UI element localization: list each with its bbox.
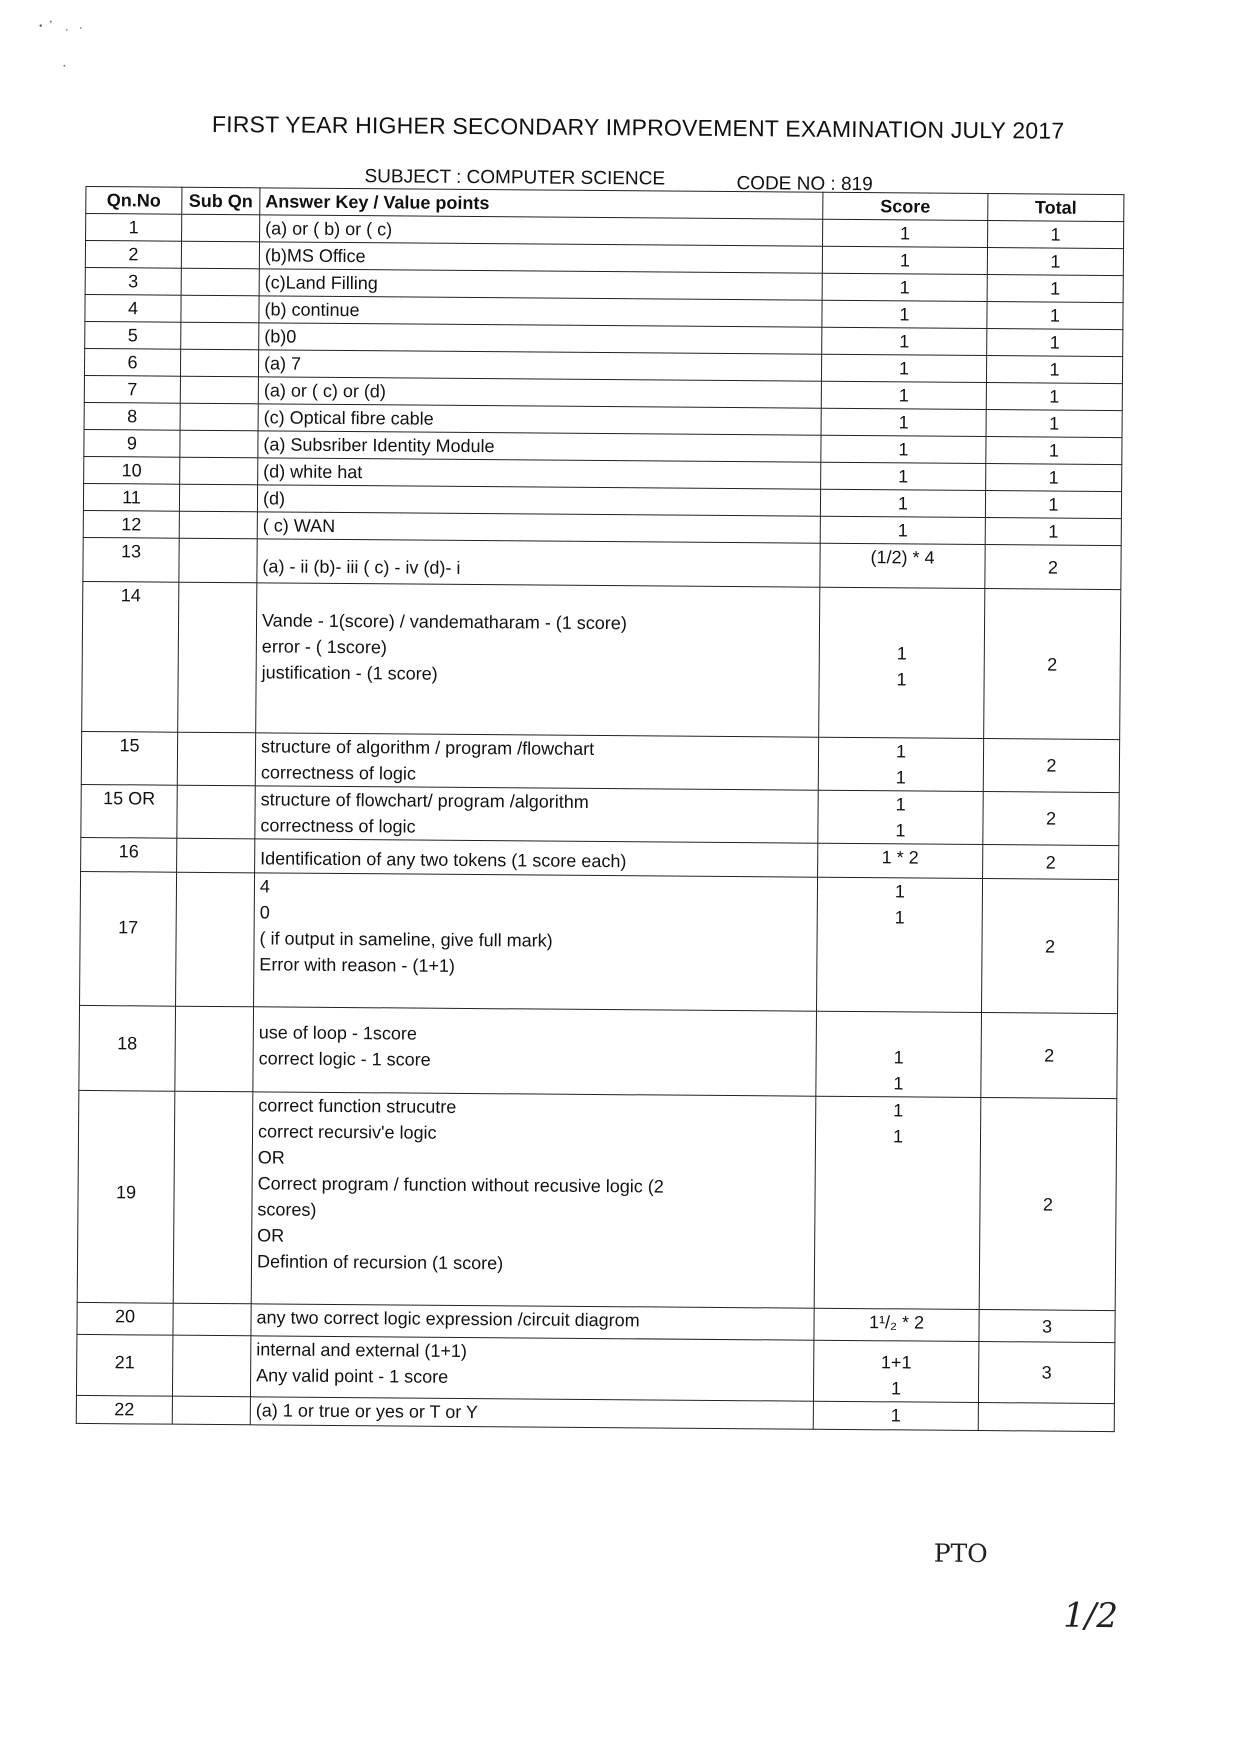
sub-question <box>181 268 259 296</box>
pto-note: PTO <box>933 1538 988 1569</box>
sub-question <box>180 457 258 485</box>
answer-line: Defintion of recursion (1 score) <box>256 1251 504 1274</box>
question-number: 17 <box>80 871 177 1006</box>
answer-line: (a) or ( c) or (d) <box>263 380 386 402</box>
sub-question <box>175 1006 254 1092</box>
score-value: 1 <box>898 385 909 406</box>
total-cell: 1 <box>986 437 1122 465</box>
answer-line: 4 <box>259 876 271 897</box>
table-row <box>81 784 1119 845</box>
score-value: 1 <box>895 741 907 762</box>
total-cell: 1 <box>987 248 1123 276</box>
answer-line: (b) continue <box>264 299 360 321</box>
answer-line: correctness of logic <box>260 762 417 784</box>
col-answer-header: Answer Key / Value points <box>260 188 823 219</box>
total-cell: 2 <box>983 845 1119 880</box>
question-number: 21 <box>76 1334 172 1396</box>
total-cell: 1 <box>986 356 1122 384</box>
scan-specks <box>36 16 116 77</box>
question-number: 15 OR <box>81 784 177 838</box>
score-cell <box>813 1340 978 1402</box>
score-cell <box>817 877 983 1012</box>
score-cell <box>821 462 986 490</box>
sub-question <box>180 349 258 377</box>
score-cell <box>814 1096 981 1309</box>
score-value: 1 <box>898 466 909 487</box>
sub-question <box>177 785 255 839</box>
answer-line: (a) - ii (b)- iii ( c) - iv (d)- i <box>262 556 461 578</box>
sub-question <box>177 732 255 786</box>
sub-question <box>179 511 257 539</box>
score-cell <box>814 1308 979 1341</box>
answer-line: (a) 7 <box>263 353 302 374</box>
score-cell <box>820 516 985 544</box>
total-cell: 2 <box>979 1098 1117 1311</box>
sub-question <box>173 1091 253 1304</box>
score-value: 1 <box>899 304 910 325</box>
answer-cell <box>258 404 821 435</box>
score-value: 1 <box>897 493 909 514</box>
sub-question <box>180 403 258 431</box>
answer-line: Vande - 1(score) / vandematharam - (1 score) <box>261 610 627 634</box>
score-cell <box>821 435 986 463</box>
score-value: 1+1 <box>880 1352 912 1373</box>
total-cell <box>978 1403 1114 1432</box>
score-cell <box>823 219 988 247</box>
total-cell: 1 <box>987 275 1123 303</box>
question-number: 12 <box>83 510 179 538</box>
answer-cell <box>255 733 818 790</box>
sub-question <box>179 484 257 512</box>
answer-line: (c)Land Filling <box>264 272 378 294</box>
answer-cell <box>259 242 822 273</box>
answer-line: justification - (1 score) <box>261 662 438 684</box>
question-number: 5 <box>85 321 181 349</box>
score-cell <box>820 489 985 517</box>
answer-cell <box>257 539 820 587</box>
sub-question <box>181 241 259 269</box>
score-value: 1 <box>895 767 906 788</box>
table-body <box>76 213 1123 1431</box>
question-number: 2 <box>85 240 181 268</box>
total-cell: 2 <box>983 739 1119 793</box>
score-value: 1 <box>898 412 909 433</box>
question-number: 15 <box>81 731 177 785</box>
score-cell <box>821 354 986 382</box>
answer-cell <box>253 1007 817 1096</box>
score-value: 1 <box>893 1073 904 1094</box>
total-cell: 1 <box>988 221 1124 249</box>
question-number: 11 <box>83 483 179 511</box>
total-cell: 1 <box>986 464 1122 492</box>
sub-question <box>178 582 257 733</box>
answer-line: error - ( 1score) <box>261 636 387 658</box>
answer-line: Any valid point - 1 score <box>256 1365 449 1387</box>
answer-cell <box>258 458 821 489</box>
answer-cell <box>251 1304 814 1340</box>
exam-title: FIRST YEAR HIGHER SECONDARY IMPROVEMENT EXAMINATION JULY 2017 <box>211 110 1065 144</box>
sub-question <box>172 1396 250 1425</box>
subject-label: SUBJECT : COMPUTER SCIENCE <box>364 166 666 190</box>
score-cell <box>821 381 986 409</box>
score-value: 1 <box>900 223 911 244</box>
answer-line: correctness of logic <box>260 815 416 837</box>
answer-line: ( if output in sameline, give full mark) <box>259 928 553 951</box>
score-cell <box>822 246 987 274</box>
answer-cell <box>259 296 822 327</box>
answer-cell <box>250 1336 813 1401</box>
score-value: 1 <box>890 1378 902 1399</box>
sub-question <box>179 538 257 583</box>
answer-cell <box>255 839 818 877</box>
answer-cell <box>258 431 821 462</box>
sub-question <box>177 838 255 873</box>
col-qn-header: Qn.No <box>86 186 182 214</box>
sub-question <box>181 295 259 323</box>
code-number: CODE NO : 819 <box>736 173 873 196</box>
sub-question <box>176 872 255 1007</box>
score-value: 1 <box>897 520 908 541</box>
sub-question <box>181 322 259 350</box>
sub-question <box>173 1303 251 1336</box>
answer-line: (c) Optical fibre cable <box>263 407 434 429</box>
question-number: 22 <box>76 1395 172 1424</box>
answer-line: (a) Subsriber Identity Module <box>263 434 495 457</box>
score-cell <box>818 790 983 844</box>
score-cell <box>822 273 987 301</box>
score-cell <box>819 587 985 738</box>
score-cell <box>822 300 987 328</box>
col-total-header: Total <box>988 194 1124 222</box>
total-cell: 1 <box>987 329 1123 357</box>
table-row <box>82 581 1121 739</box>
total-cell: 1 <box>985 518 1121 546</box>
question-number: 1 <box>86 213 182 241</box>
answer-line: (a) 1 or true or yes or T or Y <box>255 1400 479 1423</box>
total-cell: 2 <box>981 1013 1118 1099</box>
answer-line: scores) <box>257 1199 317 1220</box>
question-number: 8 <box>84 402 180 430</box>
sub-question <box>182 214 260 242</box>
answer-line: Correct program / function without recusive logic (2 <box>257 1173 664 1197</box>
question-number: 7 <box>84 375 180 403</box>
score-cell <box>818 737 983 791</box>
answer-line: structure of algorithm / program /flowchart <box>260 736 595 759</box>
score-value: 1 <box>895 820 906 841</box>
answer-line: ( c) WAN <box>262 515 336 536</box>
total-cell: 1 <box>986 410 1122 438</box>
score-value: 1 * 2 <box>881 847 919 868</box>
answer-line: any two correct logic expression /circuit diagrom <box>256 1307 640 1331</box>
total-cell: 2 <box>982 879 1119 1014</box>
table-row <box>80 871 1119 1013</box>
answer-cell <box>255 786 818 843</box>
score-cell <box>818 843 983 878</box>
col-sub-header: Sub Qn <box>182 187 260 215</box>
score-cell <box>820 543 985 588</box>
answer-key-table <box>76 186 1125 1432</box>
score-value: 1 <box>896 643 907 664</box>
score-cell <box>821 408 986 436</box>
answer-line: correct recursiv'e logic <box>257 1121 437 1143</box>
col-score-header: Score <box>823 192 988 220</box>
answer-line: (b)MS Office <box>264 245 366 267</box>
answer-line: (a) or ( b) or ( c) <box>265 218 393 240</box>
total-cell: 2 <box>983 792 1119 846</box>
answer-cell <box>260 215 823 246</box>
table-row <box>79 1005 1118 1098</box>
total-cell: 2 <box>984 589 1121 740</box>
answer-cell <box>251 1092 816 1308</box>
answer-line: internal and external (1+1) <box>256 1339 468 1361</box>
question-number: 14 <box>82 581 179 732</box>
answer-line: correct logic - 1 score <box>258 1048 431 1070</box>
question-number: 19 <box>77 1090 175 1303</box>
score-value: 1 <box>892 1126 904 1147</box>
score-value: 1 <box>898 439 909 460</box>
page-number: 1/2 <box>1063 1595 1119 1637</box>
question-number: 4 <box>85 294 181 322</box>
answer-cell <box>254 873 818 1011</box>
total-cell: 2 <box>985 545 1121 590</box>
answer-cell <box>250 1397 813 1429</box>
total-cell: 3 <box>978 1342 1114 1404</box>
score-value: 1 <box>899 277 910 298</box>
answer-line: (d) white hat <box>263 461 363 483</box>
score-value: 1 <box>895 794 906 815</box>
score-value: 1 <box>894 907 905 928</box>
answer-line: 0 <box>259 902 270 923</box>
answer-line: structure of flowchart/ program /algorithm <box>260 789 589 812</box>
score-value: 1 <box>899 331 910 352</box>
score-cell <box>822 327 987 355</box>
score-cell <box>813 1401 978 1430</box>
sub-question <box>180 430 258 458</box>
score-value: 1 <box>898 358 910 379</box>
answer-line: use of loop - 1score <box>258 1022 417 1044</box>
question-number: 6 <box>84 348 180 376</box>
question-number: 13 <box>83 537 179 582</box>
score-value: 1 <box>893 1047 904 1068</box>
score-value: (1/2) * 4 <box>870 547 935 568</box>
score-value: 1 <box>899 250 910 271</box>
answer-cell <box>256 583 820 737</box>
question-number: 18 <box>79 1005 176 1091</box>
answer-line: Identification of any two tokens (1 score each) <box>260 848 627 872</box>
question-number: 10 <box>84 456 180 484</box>
answer-line: (d) <box>262 488 286 509</box>
score-value: 1¹/₂ * 2 <box>868 1312 925 1333</box>
total-cell: 1 <box>987 302 1123 330</box>
answer-cell <box>259 269 822 300</box>
score-value: 1 <box>890 1405 901 1426</box>
table-row <box>81 731 1119 792</box>
answer-line: OR <box>257 1225 285 1246</box>
table-row <box>77 1090 1117 1310</box>
total-cell: 1 <box>986 383 1122 411</box>
answer-line: Error with reason - (1+1) <box>259 954 456 976</box>
score-value: 1 <box>896 669 907 690</box>
score-value: 1 <box>894 881 906 902</box>
total-cell: 3 <box>979 1310 1115 1343</box>
question-number: 20 <box>77 1302 173 1335</box>
answer-line: OR <box>257 1147 285 1168</box>
question-number: 9 <box>84 429 180 457</box>
sub-question <box>180 376 258 404</box>
answer-line: (b)0 <box>264 326 297 347</box>
answer-cell <box>258 377 821 408</box>
score-cell <box>816 1011 982 1097</box>
total-cell: 1 <box>985 491 1121 519</box>
answer-line: correct function strucutre <box>258 1095 457 1117</box>
table-row <box>76 1334 1114 1403</box>
question-number: 16 <box>81 837 177 872</box>
score-value: 1 <box>893 1100 904 1121</box>
question-number: 3 <box>85 267 181 295</box>
sub-question <box>172 1335 250 1397</box>
